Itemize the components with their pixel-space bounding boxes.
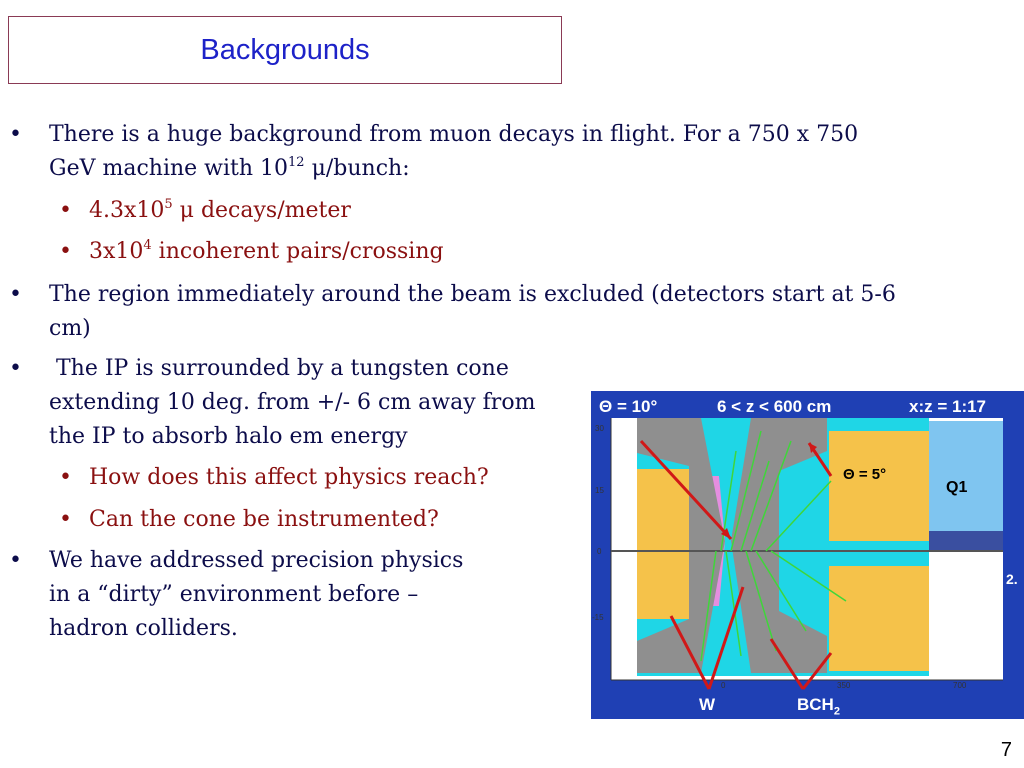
header-ratio: x:z = 1:17 — [909, 397, 987, 416]
text-part: GeV machine with 10 — [49, 156, 289, 181]
orange-block-right-top — [829, 431, 929, 541]
q1-label: Q1 — [946, 479, 968, 496]
bullet-line: The region immediately around the beam is excluded (detectors start at 5-6 — [49, 282, 896, 307]
sub-bullet-instrumented — [59, 503, 439, 537]
x-tick: 0 — [721, 681, 726, 690]
title-box — [8, 16, 562, 84]
bullet-dot: • — [59, 239, 72, 264]
detector-drawing — [591, 391, 1024, 719]
orange-block-left — [637, 469, 689, 619]
text-part: 3x10 — [89, 239, 144, 264]
text-part: μ decays/meter — [172, 198, 351, 223]
y-tick: 0 — [597, 547, 602, 556]
bullet-dot: • — [59, 198, 72, 223]
header-z-range: 6 < z < 600 cm — [717, 397, 832, 416]
bullet-line: extending 10 deg. from +/- 6 cm away from — [49, 390, 536, 415]
text-part: incoherent pairs/crossing — [151, 239, 444, 264]
text-part: 4.3x10 — [89, 198, 165, 223]
bullet-line: the IP to absorb halo em energy — [49, 424, 408, 449]
bullet-line: There is a huge background from muon decays in flight. For a 750 x 750 — [49, 122, 859, 147]
superscript: 12 — [288, 155, 305, 170]
bullet-line — [49, 152, 858, 186]
bullet-muon-decays — [9, 118, 859, 186]
text-part: μ/bunch: — [304, 156, 410, 181]
bullet-excluded-region — [9, 278, 896, 346]
superscript: 5 — [164, 197, 173, 212]
label-bch-sub: 2 — [833, 705, 840, 718]
text-part: How does this affect physics reach? — [89, 465, 489, 490]
bullet-line: We have addressed precision physics — [49, 548, 464, 573]
bullet-dirty-environment — [9, 544, 464, 646]
bullet-dot: • — [59, 507, 72, 532]
sub-bullet-physics-reach — [59, 461, 489, 495]
bullet-tungsten-cone — [9, 352, 536, 454]
label-bch-text: BCH — [797, 695, 834, 714]
bullet-line: in a “dirty” environment before – — [49, 582, 419, 607]
sub-bullet-incoherent-pairs — [59, 235, 444, 269]
bullet-line: hadron colliders. — [49, 616, 238, 641]
y-tick: 15 — [595, 486, 604, 495]
bullet-dot: • — [9, 122, 22, 147]
slide-title: Backgrounds — [200, 33, 370, 66]
q1-region — [929, 421, 1003, 531]
header-theta: Θ = 10° — [599, 397, 658, 416]
superscript: 4 — [143, 238, 152, 253]
detector-figure — [591, 391, 1024, 719]
bullet-dot: • — [9, 356, 22, 381]
inner-theta-label: Θ = 5° — [843, 466, 887, 483]
label-bch2 — [797, 695, 840, 717]
q1-lower-band — [929, 531, 1003, 551]
x-tick: 350 — [837, 681, 851, 690]
orange-block-right-bottom — [829, 566, 929, 671]
y-tick: -15 — [592, 613, 604, 622]
sub-bullet-decays-per-meter — [59, 194, 351, 228]
text-part: Can the cone be instrumented? — [89, 507, 439, 532]
bullet-dot: • — [9, 282, 22, 307]
bullet-dot: • — [9, 548, 22, 573]
y-tick: 30 — [595, 424, 604, 433]
page-number: 7 — [1000, 739, 1012, 761]
bullet-line: The IP is surrounded by a tungsten cone — [49, 356, 509, 381]
x-tick: 700 — [953, 681, 967, 690]
bullet-line: cm) — [49, 316, 91, 341]
right-edge-label: 2. — [1006, 571, 1018, 587]
bullet-dot: • — [59, 465, 72, 490]
label-w: W — [699, 695, 716, 714]
